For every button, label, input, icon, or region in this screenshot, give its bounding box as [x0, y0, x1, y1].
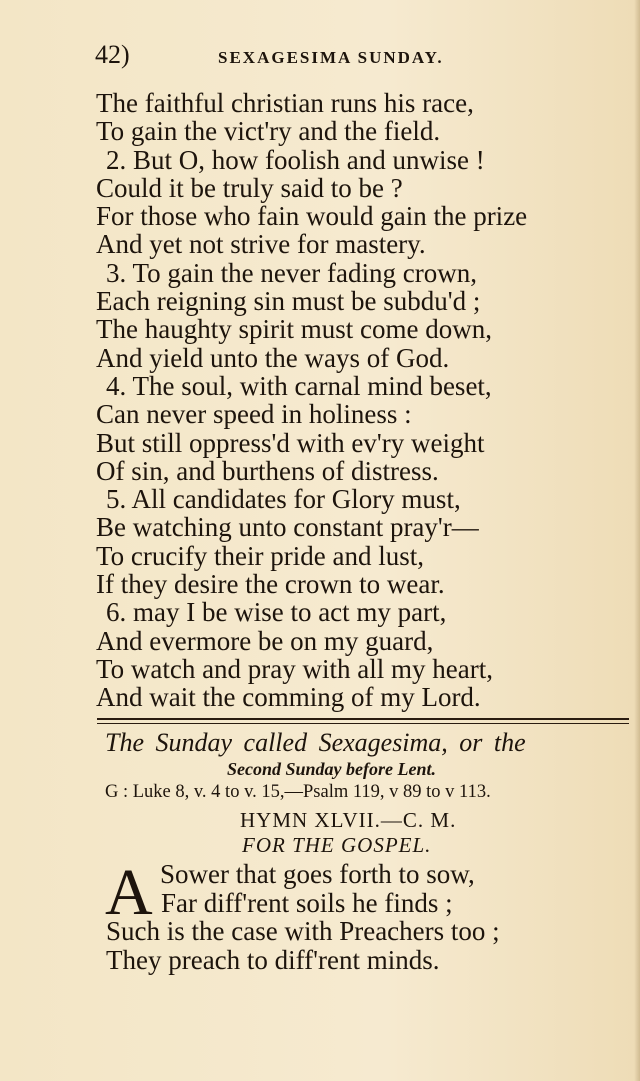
drop-cap: A: [105, 856, 153, 929]
hymn-line: Such is the case with Preachers too ;: [106, 916, 500, 946]
verse-line: Each reigning sin must be subdu'd ;: [96, 286, 481, 317]
verse-line: And wait the comming of my Lord.: [96, 682, 481, 713]
page-number: 42): [95, 40, 130, 69]
verse-line: 2. But O, how foolish and unwise !: [106, 144, 485, 175]
section-divider: [97, 718, 629, 724]
verse-line: The haughty spirit must come down,: [96, 314, 492, 345]
verse-line: 5. All candidates for Glory must,: [106, 484, 461, 515]
scripture-references: G : Luke 8, v. 4 to v. 15,—Psalm 119, v 89 to v 113.: [105, 782, 491, 802]
page-header: [95, 40, 615, 80]
verse-line: Be watching unto constant pray'r—: [96, 512, 479, 543]
section-subtitle: Second Sunday before Lent.: [227, 759, 436, 779]
verse-line: Of sin, and burthens of distress.: [96, 455, 439, 486]
hymn-line: Sower that goes forth to sow,: [160, 859, 475, 889]
verse-line: 3. To gain the never fading crown,: [106, 257, 477, 288]
hymn-line: They preach to diff'rent minds.: [106, 944, 440, 975]
verse-line: But still oppress'd with ev'ry weight: [96, 427, 485, 458]
page-edge-shadow: [634, 0, 640, 1081]
verse-line: To watch and pray with all my heart,: [96, 653, 493, 684]
verse-line: If they desire the crown to wear.: [96, 569, 445, 600]
verse-line: And yet not strive for mastery.: [96, 229, 426, 260]
verse-line: To crucify their pride and lust,: [96, 540, 425, 571]
verse-line: 6. may I be wise to act my part,: [106, 597, 447, 628]
verse-line: For those who fain would gain the prize: [96, 201, 528, 232]
verse-line: To gain the vict'ry and the field.: [96, 116, 441, 147]
verse-line: Can never speed in holiness :: [96, 399, 412, 430]
verse-line: The faithful christian runs his race,: [96, 88, 474, 118]
verse-line: And yield unto the ways of God.: [96, 342, 450, 373]
verse-line: 4. The soul, with carnal mind beset,: [106, 370, 492, 401]
hymn-number: HYMN XLVII.—C. M.: [240, 808, 457, 832]
section-title: The Sunday called Sexagesima, or the: [105, 728, 526, 757]
running-title: SEXAGESIMA SUNDAY.: [218, 48, 444, 67]
verse-line: Could it be truly said to be ?: [96, 172, 403, 203]
hymn-subtitle: FOR THE GOSPEL.: [242, 833, 432, 857]
hymn-line: Far diff'rent soils he finds ;: [161, 887, 453, 918]
hymn-verses: [96, 89, 596, 712]
hymn-body: [105, 856, 606, 975]
verse-line: And evermore be on my guard,: [96, 625, 434, 656]
